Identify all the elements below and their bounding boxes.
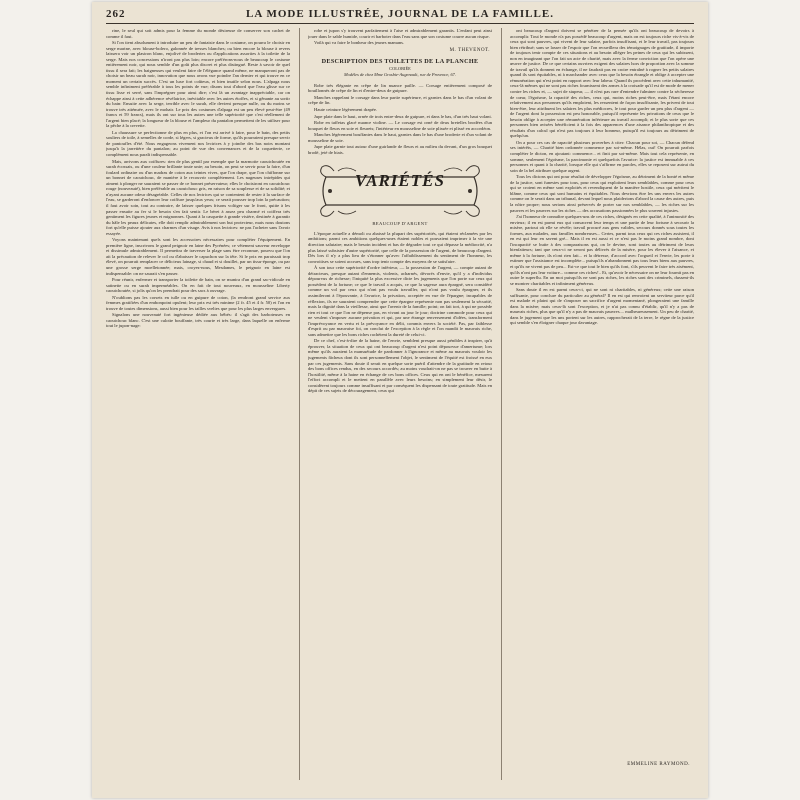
page-number: 262 <box>106 8 126 20</box>
column-left <box>106 28 290 780</box>
page-header <box>106 8 694 24</box>
description-paragraph: Robe en taffetas glacé nuance violine. — Le corsage est orné de deux bretelles brodées d'un bouquet de fleurs en soie et fleurets; l'intérieur en mousseline de soie plissée et plissé en accordéon. <box>308 120 492 131</box>
article-paragraph: Sans doute il en est parmi ceux-ci, qui ne sont ni charitables, ni généreux; cette une raison suffisante, pour conclure du particulier au général? Il en est qui renvoient un serviteur parce qu'il est malade et plaint qui de s'imposer un sacrifice d'argent momentané, plongeraient une famille dans la misère; mais ceux-là sont l'exception, et je n'ai pas connu d'établir, qu'il n'y a pas de mauvais riches, plus que qu'il n'y a pas de mauvais pauvres.... malheureusement. Un peu de charité, dans le jugement que les uns portent sur les autres, rapprocherait de la terre, le règne de la justice qui semble s'en éloigner chaque jour davantage. <box>510 287 694 326</box>
article-paragraph: Voilà qui va faire le bonheur des jeunes mamans. <box>314 40 405 46</box>
article-paragraph: À son tour cette supériorité d'ordre inférieur, — la possession de l'argent, — compte autant de détracteurs, presque autant d'ennemis, violents, acharnés, dévorés d'envie, qu'il y a d'individus dépourvus de richesse; l'iniquité la plus excessive dicte les jugements que l'on porte sur ceux qui possèdent de la fortune; ce que le travail a acquis, ce que la sagesse aura épargné, sera considéré comme un vol par ceux qui n'ont pas voulu travailler, qui n'ont pas voulu épargner, et ils assimileront à l'épouvante, à l'avarice, la privation, acceptée en vue de l'épargne; incapables de réflexion, ils ne sauraient comprendre que cette épargne représente non pas seulement la sécurité, mais la dignité dans la vieillesse, ainsi que l'avenir de la famille; point; on fait tort, à qui ne possède rien et tout ce que l'on ne dépense pas, en vivant au jour le jour; doctrine commode pour ceux qui ne veulent s'imposer aucune privation et qui, par une étrange renversement d'idées, transforment l'imprévoyance en vertu et la prévoyance en délit, commis envers la société. Pas, par faiblesse d'esprit ou par mauvaise foi, on conclut de l'exception à la règle et l'on mandit le mauvais riche, sans admettre que les bons riches rachètent la dureté de celui-ci. <box>308 265 492 337</box>
article-paragraph: Voyons maintenant quels sont les accessoires nécessaires pour compléter l'équipement. En première ligne, inscrivons le grand peignoir en laine des Pyrénées; ce vêtement sauveur enveloppe et dissimule admirablement. Il permettra de traverser la plage sans être reconnue, pourvu que l'on ait la précaution de relever le col ou d'abaisser le capuchon sur la tête. Si le prix en paraissait trop élevé, on pourrait remplacer ce délicieux lainage, si chaud et si douillet, par un tissu-éponge, ou par une grosse serge moelletonnée; mais, croyez-nous, Mesdames, le peignoir en laine est indispensable: on ne saurait s'en passer. <box>106 237 290 276</box>
header-rule <box>106 23 694 24</box>
column-right <box>510 28 694 780</box>
article-paragraph: ont beaucoup d'argent doivent se pénétrer de la pensée qu'ils ont beaucoup de devoirs à accomplir. Tout le monde n'a pas possédé beaucoup d'argent, mais on est toujours riche vis-à-vis de ceux qui sont pauvres, qui vivent de leur salaire, parfois insuffisant, et le leur travail, pas toujours bien rétribué; sans se lasser de l'espoir que l'on recueillera des témoignages de gratitude, il importe de toujours tenir compte de ces situations et au besoin alléger les peines de ceux qui les subissent, non en imaginant que l'on fait un acte de charité, mais avec la ferme conviction que l'on opère une œuvre de justice. De ce que certains ouvriers exigent des salaires hors de proportion avec la somme de travail qu'ils donnent en échange, il ne faudrait pas en croire entraîné à rogner les petits salaires quand ils sont équitables, ni à marchander avec ceux que la besoin étrangle et oblige à accepter une rémunération qui n'est point en rapport avec leur labeur. Quand ils procèdent avec cette inhumanité, ceux-là mêmes qui ne sont pas riches fournissent des armes à la croisade qu'il est de mode de mener contre les riches et, — sujet de stupeur, — il n'est pas rare d'entendre fulminer contre la sécheresse de cœur, l'égoïsme, la rapacité des riches, ceux qui, moins riches peut-être, mais l'étant encore relativement aux personnes qu'ils emploient, les ressentent de façon insuffisante, les privent de tout bien-être, leur attribuent les salaires les plus médiocres, le tout pour garder un peu plus d'argent — de l'argent dont la possession est peu honorable, puisqu'il représente les privations de ceux que le besoin oblige à accepter une rémunération inférieure au travail accompli; et le plus sorte que ces personnes bien avisées bénéficient à la fois des apparences d'une aisance philanthropique et des résultats d'un calcul qui n'est pas toujours à leur honneur, puisqu'il est toujours au détriment de quelqu'un. <box>510 28 694 139</box>
article-paragraph: Pour réunir, enfermer et transporter la toilette de bain, on se munira d'un grand sac-ridicule en satinette ou en surah imperméables. On en fait de tout nouveaux, en mousseline Liberty caoutchoutée, si jolis qu'on les prendrait pour des sacs à ouvrage. <box>106 277 290 294</box>
author-signature: M. THEVENOT. <box>449 47 490 53</box>
section-heading: BEAUCOUP D'ARGENT <box>372 221 428 227</box>
article-paragraph: On a pour ces cas de rapacité plusieurs proverbes à citer: Chacun pour soi, — Chacun défend ses intérêts, — Charité bien ordonnée commence par soi-même. Hélas, oui! On pourrait parfois compléter le dicton, en ajoutant: commence... et finit par soi-même. Mais tout cela représente, en somme, seulement l'égoïsme, la parcimonie et quelquefois l'avarice: la justice est immuable à ces personnes et quant à la charité, lorsque elle qui s'affirme en paroles, elles se reposent sur autrui du soin de la bel attribuer quelque argent. <box>510 139 694 173</box>
column-divider <box>299 28 300 780</box>
article-paragraph: La chaussure se perfectionne de plus en plus, et l'on est arrivé à faire, pour le bain, des petits souliers de toile, à semelles de corde, si légers, si gracieux de forme, qu'ils pourraient presque servir de pantoufles d'été. Nous engageons vivement nos lectrices à y joindre des bas noirs montant jusqu'à la jarretière du pantalon; au point de vue des convenances et de la coquetterie, ce complément nous paraît indispensable. <box>106 129 290 158</box>
description-subtitle: COLORIÉE <box>389 65 411 71</box>
description-credit: Modèles de chez Mme Grosbie-Augenault, rue de Provence, 67. <box>344 72 456 78</box>
author-signature: EMMELINE RAYMOND. <box>627 762 690 768</box>
description-paragraph: Haute ceinture légèrement drapée. <box>314 107 378 113</box>
article-paragraph: Si l'on tient absolument à introduire un peu de fantaisie dans le costume, on pourra le choisir en serge marine, avec blouse-bolero, galonnée de tresses blanches; ou bien encore la blouse à revers laissera voir un plastron blanc, enjolivé de broderies ou d'applications assorties à la toilette de la serge. Mais nos concessions n'iront pas plus loin; encore préférons-nous de beaucoup le costume entièrement noir, qui nous semble d'un goût plus discret et plus distingué. Reste à savoir de quel tissu il sera fait; les baigneuses qui veulent faire de l'élégance quand même, ne manqueront pas de choisir un beau surah noir, innovation que nous avons vue poindre l'an dernier et qui trouve en ce moment un certain succès. C'est un luxe fort coûteux, et bien inutile selon nous. L'alpaga nous semble infiniment préférable à tous les points de vue; disons tout d'abord que l'eau glisse sur ce tissu lisse et serré, sans l'imprégner pour ainsi dire; c'est là un avantage inappréciable, car on échappe ainsi à cette adhérence révélatrice, inévitable avec les autres étoffes, et si gênante au sortir du bain: Ensuite avec la serge, terrible avec le surah, elle devient presque nulle, ou du moins se trouve très atténuée, avec le mohair. Le prix des costumes d'alpaga est un peu élevé peut-être (49 francs et 59 francs), mais ils ont sur tous les autres une telle supériorité que c'est réellement de l'argent bien placé; la longueur de la blouse et l'ampleur du pantalon permettent de les utiliser pour la pêche à la crevette. <box>106 40 290 129</box>
description-paragraph: Robe très élégante en crêpe de lin nuance paille. — Corsage entièrement composé de bouillonnés de crêpe de lin et d'entre-deux de guipure. <box>308 82 492 94</box>
article-paragraph: robe et jupon s'y trouvent parfaitement à l'aise et admirablement garantis. L'enfant peut ainsi jouer dans le sable humide, courir et barboter dans l'eau sans que son costume courre aucun risque. <box>308 28 492 39</box>
article-paragraph: Signalons une nouveauté fort ingénieuse dédiée aux bébés: il s'agit des barboteuses en caoutchouc blanc. C'est une culotte bouffante, très courte et très large, dans laquelle on enferme tout le jupon-nage: <box>106 312 290 329</box>
column-divider <box>501 28 502 780</box>
article-paragraph: rine, le seul qui soit admis pour la femme du monde désireuse de conserver son cachet de comme il faut. <box>106 28 290 39</box>
article-paragraph: J'ai l'honneur de connaître quelques-uns de ces riches, désignés en cette qualité, à l'animosité des envieux; il en est parmi eux qui consacrent leur temps et une partie de leur fortune à secourir la misère, partout où elle se révèle; travail procuré aux gens valides, secours donnés sous toutes les formes, aux malades, aux familles nombreuses... Certes, parmi tous ceux qui ces riches assistent, il en est qui leur en savent gré... Mais il en est aussi et ce n'est pas le moins grand nombre, dont l'incapacité se butte à des comparaisons qui, on le devine, sont toutes au détriment de leurs bienfaiteurs; tant que ceux-ci ne seront pas délivrés de la misère, pour les élever à l'aisance, et même à la fortune, ils n'ont rien fait... et la détresse, d'accord avec l'orgueil et l'envie, les porte à estimer que l'assistance est incomplète... puisqu'ils n'abandonnent pas tous leurs biens aux pauvres, et qu'ils ne vivent pas de peu... Est-ce que tout le bien qu'ils font, s'ils peuvent le faire très aisément, qu'ils n'ont pas leur voiture... comme ces riches!.. Et, qu'avoir le nécessaire on ne leur fournit pas en outre le superflu. En un mot puisqu'ils ne sont pas riches, les riches sont des criminels, dussent-ils se montrer charitables et infiniment généreux. <box>510 214 694 286</box>
description-paragraph: Manches rappelant le corsage dans leur partie supérieure, et garnies dans le bas d'un volant de crêpe de lin. <box>308 94 492 106</box>
varietes-banner <box>316 163 484 219</box>
journal-title: LA MODE ILLUSTRÉE, JOURNAL DE LA FAMILLE. <box>246 8 554 20</box>
description-paragraph: Jupe plate garnie tout autour d'une guirlande de fleurs et au milieu du devant, d'un gros bouquet brodé, jeté de biais. <box>308 144 492 155</box>
description-title: DESCRIPTION DES TOILETTES DE LA PLANCHE <box>321 58 479 66</box>
article-paragraph: Mais, arrivons aux coiffures: rien de plus gentil par exemple que la marmotte caoutchoutée en surah écossais, ou d'une couleur brillante toute unie; au besoin, on peut se servir pour la faire, d'un foulard ordinaire ou d'un madras de coton aux teintes vives, que l'on drape, que l'on chiffonne sur un bonnet de caoutchouc, de manière à le recouvrir complètement. Les nageuses intrépides qui aiment à plonger ne sauraient se passer de ce bonnet préservateur; elles le choisiront en caoutchouc rouge (nouveauté), bien préférable au caoutchouc gris, en raison de sa souplesse et de sa solidité; et n'ayant aucune odeur désagréable. Celles de nos lectrices qui se contentent de rester à la surface de l'eau, se garderont d'enfoncer leur coiffure jusqu'aux yeux; ce serait pousser trop loin la précaution; il faut avoir soin, tout au contraire, de laisser quelques frisons voltiger sur le front, quitte à les passer ensuite au fer si le besoin s'en fait sentir. Le béret à assez peu charmé et coiffera très gentiment les figures jeunes et mignonnes. Quant à la casquette à grande visière, destinée à garantir du hâle les peaux délicates, elle doit remplir admirablement son but protecteur, mais nous doutons fort qu'elle puisse ajouter aux charmes d'un visage. Avis à nos lectrices: ne pas l'acheter sans l'avoir essayée. <box>106 158 290 236</box>
description-paragraph: Manches légèrement bouffantes dans le haut, garnies dans le bas d'une broderie et d'un volant de mousseline de soie. <box>308 132 492 143</box>
article-paragraph: N'oublions pas les corsets en tulle ou en guipure de coton, (la rendront grand service aux femmes gratifiées d'un embonpoint opulent; leur prix est très minime (2 fr. 45 et 4 fr. 50) et l'on en trouve de toutes dimensions, aussi bien pour les tailles sveltes que pour les plus larges envergures. <box>106 294 290 311</box>
section-banner-title: VARIÉTÉS <box>355 171 445 191</box>
article-paragraph: De ce chef, c'est-à-dire de la haine, de l'envie, semblent presque aussi pénibles à inspirer, qu'à éprouver, la situation de ceux qui ont beaucoup d'argent n'est point dépourvue d'amertume; lors même qu'ils auraient la mansuétude de pardonner à l'ignorance et même au mauvais vouloir les jugements fâcheux dont ils sont personnellement l'objet, le sentiment de l'équité est froissé en eux par ces jugements. Sans doute il serait en quelque sorte puéril d'attendre de la gratitude en retour des bons offices rendus, en des secours accordés; au moins voudrait-on ne pas se trouver en butte à l'hostilité, même à la haine en échange de ces bons offices. Ceux qui en ont le bénéfice, mesurent l'effort accompli et le mettent en parallèle avec leurs besoins; en simplement leur désir, le considèrent toujours comme insuffisant et par conséquent les dispensant de toute gratitude. Mais en dépit de ces sujets de découragement, ceux qui <box>308 338 492 394</box>
newspaper-page <box>92 2 708 798</box>
article-paragraph: L'époque actuelle a démoli ou abaissé la plupart des supériorités, qui étaient réclamées par les ambitions; parmi ces ambitions quelques-unes étaient nobles et pouvaient imprimer à la vie une direction salutaire; mais le besoin incident et bas de dégrader tout ce qui dépasse la médiocrité, n'a plus laissé subsister d'autre supériorité, que celle de la possession de l'argent, de beaucoup d'argent. Dès lors il n'y a plus lieu de s'étonner qu'avec l'affaiblissement du sentiment de l'honneur, les convoitises se soient accrues, sans trop tenir compte des moyens de se satisfaire. <box>308 230 492 264</box>
description-paragraph: Jupe plate dans le haut, ornée de trois entre-deux de guipure, et dans le bas, d'un très haut volant. <box>314 113 492 119</box>
article-paragraph: Tous les dictons qui ont pour résultat de développer l'égoïsme, au détriment de la bonté et même de la justice, sont funestes pour tous, pour ceux qui exploitent leurs semblables, comme pour ceux qui se croient en même sont exploités et revendiquent de la manière hostile, ceux qui méritent le blâme, comme ceux qui sont humains et équitables. Nous devrions être les uns envers les autres comme on le serait dans un tribunal, devant lequel nous plaiderions d'abord la cause des autres, puis la nôtre propre; nous serions ainsi préservés de porter sur nos semblables, — les riches sur les pauvres et les pauvres sur les riches — des accusations passionnées le plus souvent injustes. <box>510 174 694 213</box>
column-middle <box>308 28 492 780</box>
